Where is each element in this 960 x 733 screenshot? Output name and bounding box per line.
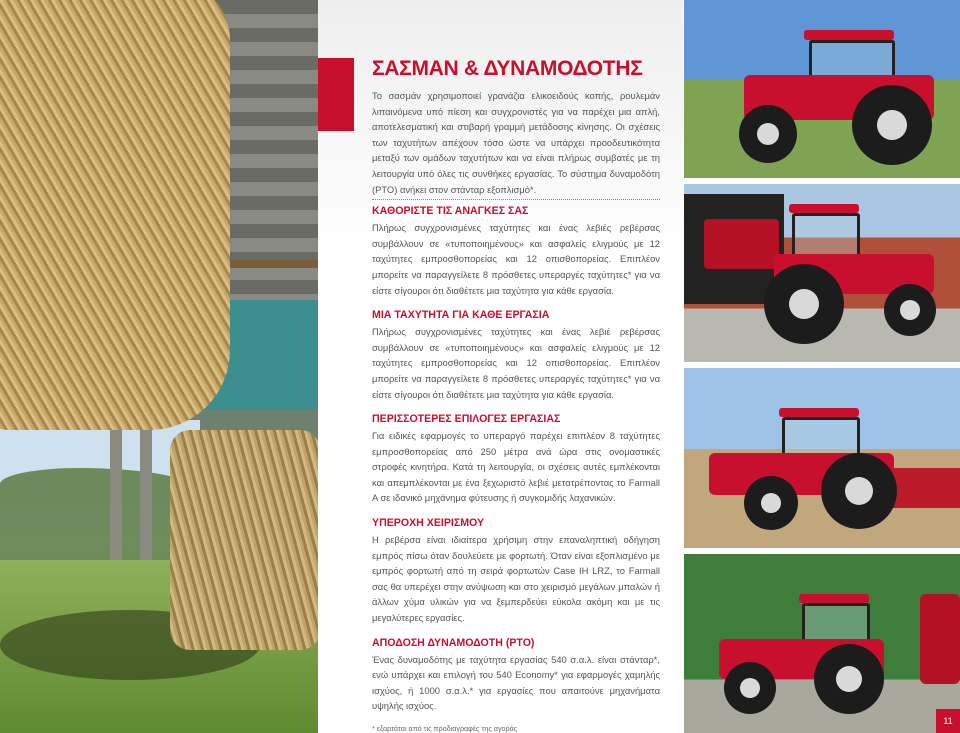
tractor-photo-seeder bbox=[684, 368, 960, 548]
hay-bale-small bbox=[170, 430, 318, 650]
section-heading: ΠΕΡΙΣΣΟΤΕΡΕΣ ΕΠΙΛΟΓΕΣ ΕΡΓΑΣΙΑΣ bbox=[372, 413, 561, 426]
section-heading: ΚΑΘΟΡΙΣΤΕ ΤΙΣ ΑΝΑΓΚΕΣ ΣΑΣ bbox=[372, 205, 529, 218]
page-number: 11 bbox=[936, 709, 960, 733]
section-heading: ΜΙΑ ΤΑΧΥΤΗΤΑ ΓΙΑ ΚΑΘΕ ΕΡΓΑΣΙΑ bbox=[372, 309, 550, 322]
section-text: Πλήρως συγχρονισμένες ταχύτητες και ένας λεβιέ ρεβέρσας συμβάλλουν σε «τυποποιημένους» και ασφαλείς ελιγμούς με 12 ταχύτητες εμπροσθοπορείας και 12 οπισθοπορείας. Επιπλέον μπορείτε να παραγγείλετε 8 πρόσθετες υπεραργές ταχύτητες* για να είστε σίγουροι ότι διαθέτετε μια ταχύτητα για κάθε εργασία. bbox=[372, 326, 660, 400]
tractor-photo-barn bbox=[684, 184, 960, 362]
section-text: Η ρεβέρσα είναι ιδιαίτερα χρήσιμη στην επαναληπτική οδήγηση εμπρός πίσω όταν δουλεύετε με φορτωτή. Όταν είναι εξοπλισμένο με εμπρός φορτωτή από τη σειρά φορτωτών Case IH LRZ, το Farmall σας θα υπερέχει στην ανύψωση και στο χειρισμό μεγάλων μπαλών ή άλλων χύμα υλικών για να ξεμπερδεύει εύκολα ακόμη και με τις μεγαλύτερες εργασίες. bbox=[372, 534, 660, 624]
feed-wagon bbox=[704, 219, 779, 269]
hay-bale-photo bbox=[0, 0, 318, 733]
section-heading: ΑΠΟΔΟΣΗ ΔΥΝΑΜΟΔΟΤΗ (PTO) bbox=[372, 636, 535, 649]
page-title: ΣΑΣΜΑΝ & ΔΥΝΑΜΟΔΟΤΗΣ bbox=[372, 57, 643, 80]
section-heading: ΥΠΕΡΟΧΗ ΧΕΙΡΙΣΜΟΥ bbox=[372, 517, 485, 530]
section-text: Πλήρως συγχρονισμένες ταχύτητες και ένας λεβιές ρεβέρσας συμβάλλουν σε «τυποποιημένους» και ασφαλείς ελιγμούς με 12 ταχύτητες εμπροσθοπορείας και 12 οπισθοπορείας. Επιπλέον μπορείτε να παραγγείλετε 8 πρόσθετες υπεραργές ταχύτητες* για να είστε σίγουροι ότι διαθέτετε μια ταχύτητα για κάθε εργασία. bbox=[372, 222, 660, 296]
mixer-wagon bbox=[920, 594, 960, 684]
footnote: * εξαρτάται από τις προδιαγραφές της αγοράς bbox=[372, 724, 518, 733]
section-text: Για ειδικές εφαρμογές το υπεραργό παρέχει επιπλέον 8 ταχύτητες εμπροσθοπορείας από 250 μέτρα ανά ώρα στις ονομαστικές στροφές κινητήρα. Κατά τη λειτουργία, οι σχέσεις αυτές εμπλέκονται και απεμπλέκονται με ένα ξεχωριστό λεβιέ μετατρέποντας το Farmall A σε ιδανικό μηχάνημα φύτευσης ή συγκομιδής λαχανικών. bbox=[372, 430, 660, 504]
dotted-divider bbox=[372, 199, 660, 200]
section-text: Ένας δυναμοδότης με ταχύτητα εργασίας 540 σ.α.λ. είναι στάνταρ*, ενώ υπάρχει και επιλογή του 540 Economy* για εφαρμογές χαμηλής ισχύος, ή 1000 σ.α.λ.* για εργασίες που απαιτούνε μηχανήματα υψηλής ισχύος. bbox=[372, 653, 660, 712]
hay-bale-large bbox=[0, 0, 230, 430]
red-accent-tab bbox=[318, 58, 354, 131]
tractor-photo-field bbox=[684, 0, 960, 178]
intro-paragraph: Το σασμάν χρησιμοποιεί γρανάζια ελικοειδούς κοπής, ρουλεμάν λιπαινόμενα υπό πίεση και συγχρονιστές για να παρέχει μια απλή, αποτελεσματική και στιβαρή γραμμή μετάδοσης κίνησης. Οι σχέσεις των ταχυτήτων απέχουν τόσο ώστε να υπάρχει προοδευτικότητα μεταξύ των ομάδων ταχυτήτων και να είναι πλήρως συμβατές με τη λειτουργία υπό όλες τις συνθήκες εργασίας. Το σύστημα δυναμοδότη (PTO) ανήκει στον στάνταρ εξοπλισμό*. bbox=[372, 90, 660, 195]
tractor-photo-mixer bbox=[684, 554, 960, 733]
article-content bbox=[372, 56, 660, 733]
